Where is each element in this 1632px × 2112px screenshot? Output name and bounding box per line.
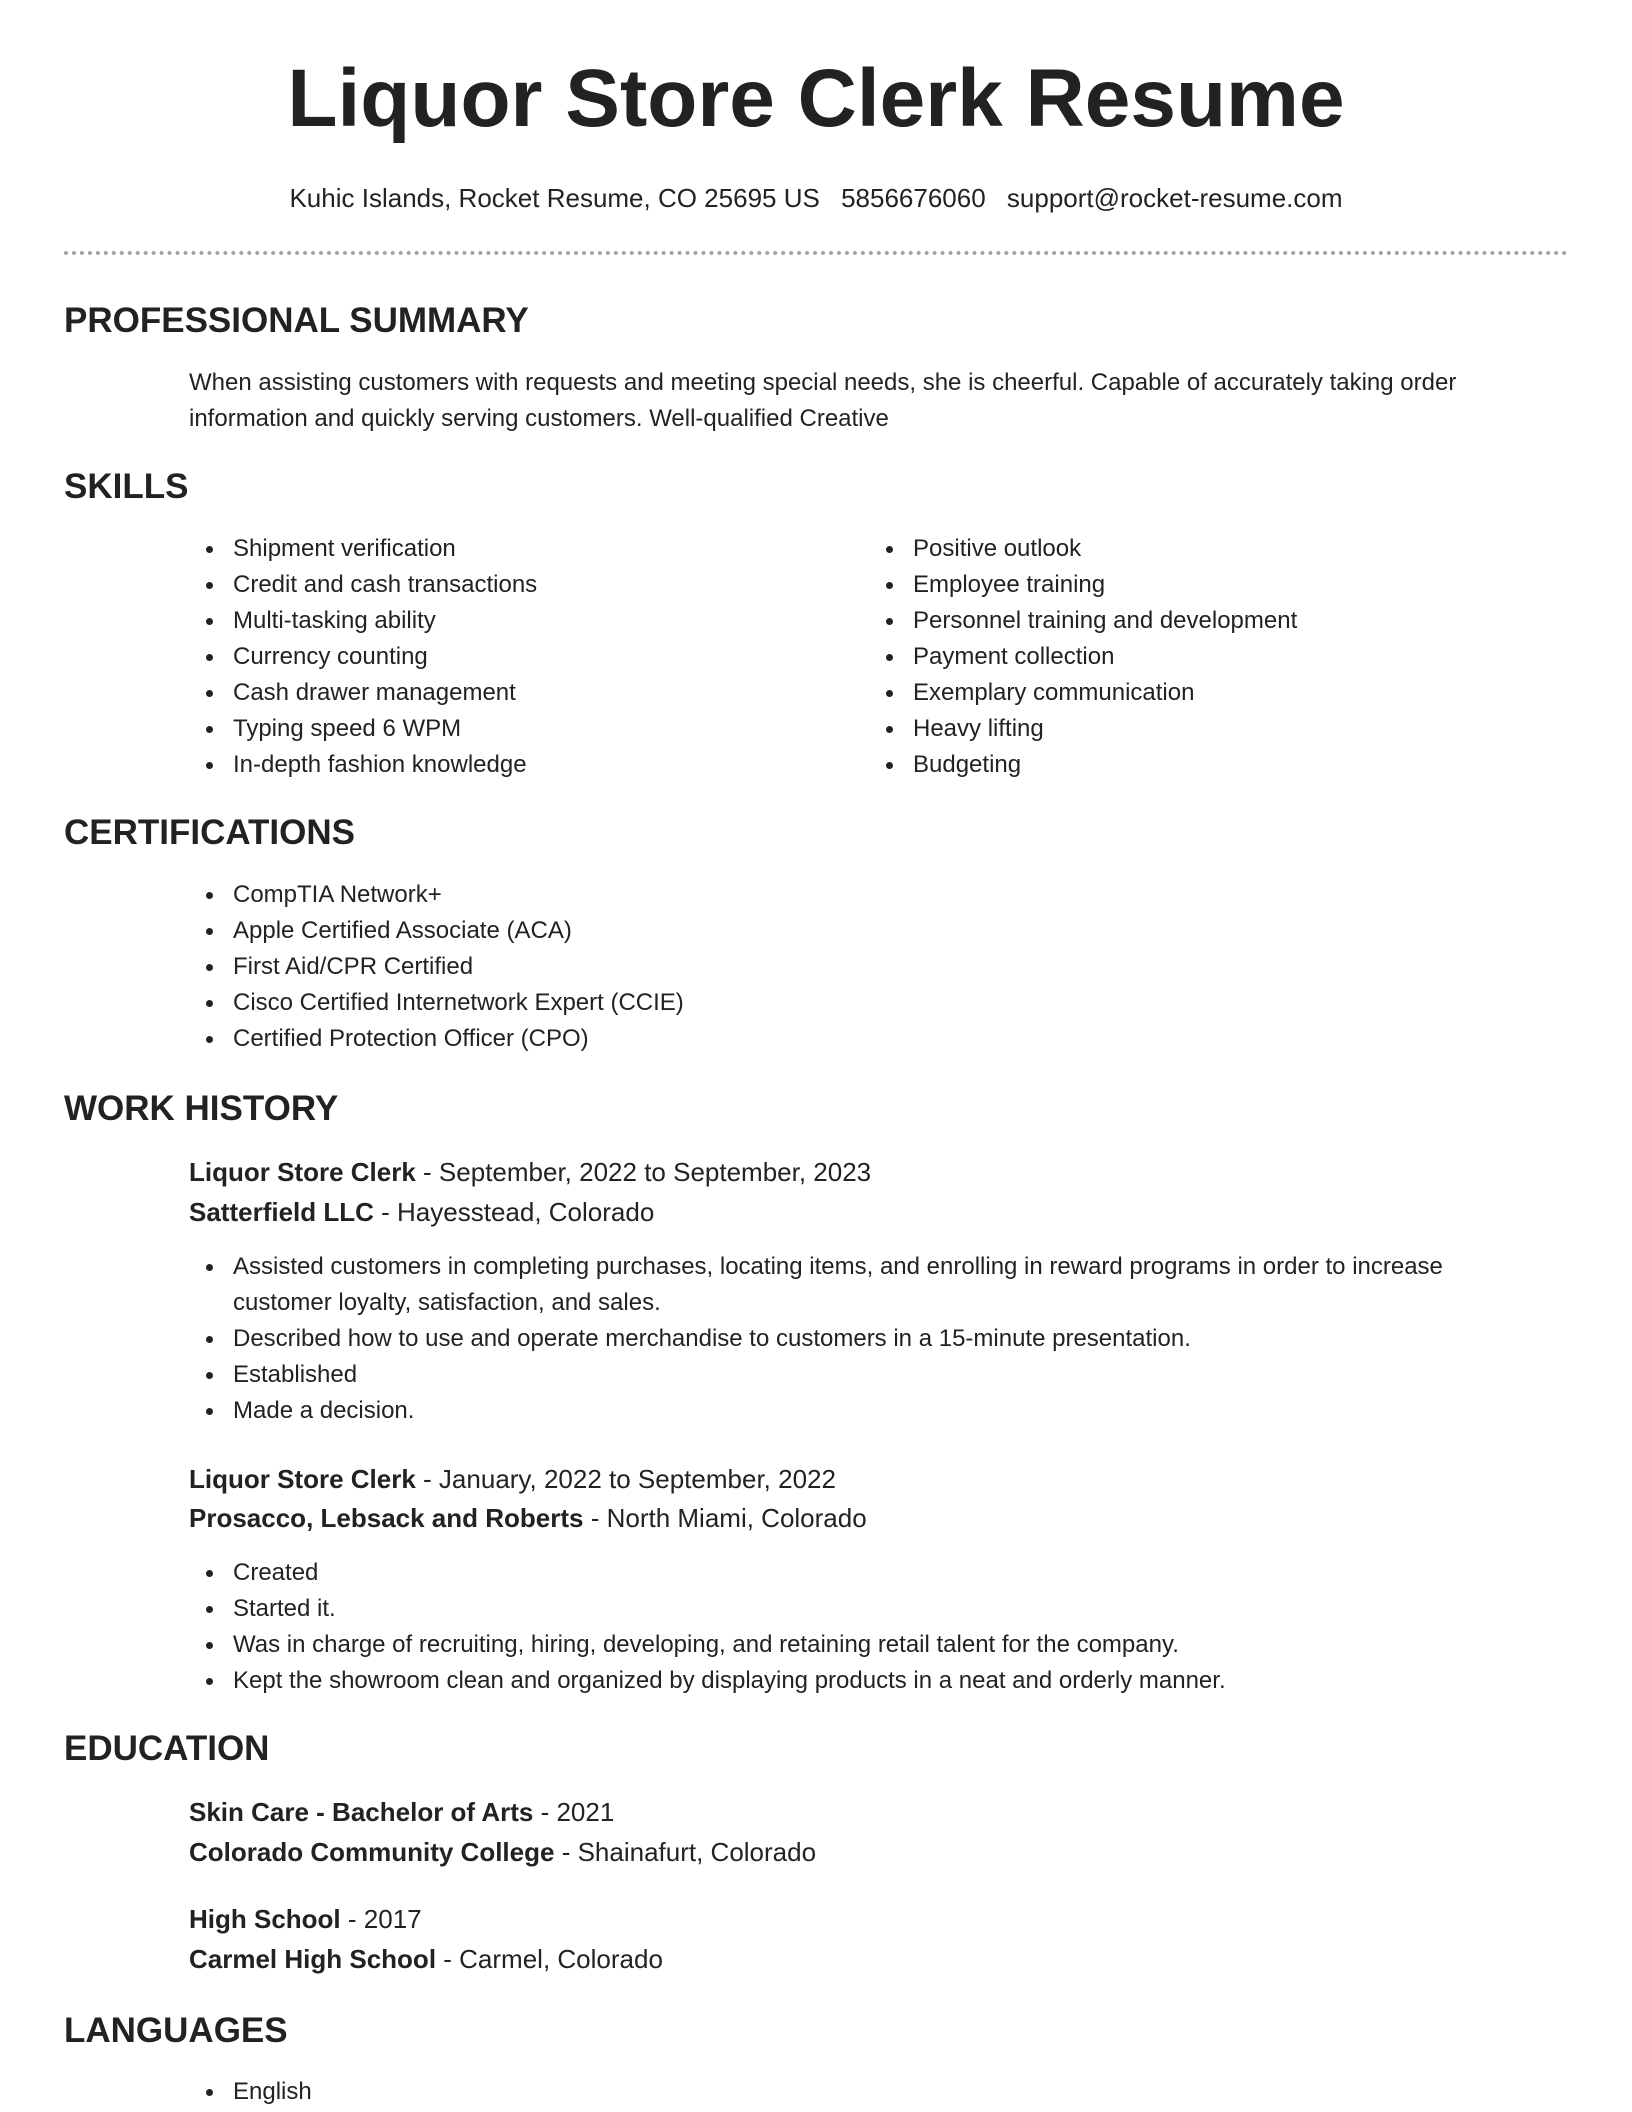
job-title: Liquor Store Clerk (189, 1157, 416, 1187)
job-company-line (189, 1197, 654, 1228)
job-title-line (189, 1464, 836, 1495)
job-bullet: Described how to use and operate merchandise to customers in a 15-minute presentation. (189, 1321, 1519, 1357)
languages-list (189, 2074, 1519, 2110)
education-degree: Skin Care - Bachelor of Arts (189, 1797, 534, 1827)
skill-item: Heavy lifting (869, 711, 1529, 747)
job-title: Liquor Store Clerk (189, 1464, 416, 1494)
education-school-line (189, 1944, 663, 1975)
job-title-line (189, 1157, 871, 1188)
job-company: Satterfield LLC (189, 1197, 374, 1227)
job-bullet: Started it. (189, 1591, 1519, 1627)
job-bullet: Established (189, 1357, 1519, 1393)
resume-title: Liquor Store Clerk Resume (287, 53, 1345, 144)
education-year: - 2017 (340, 1904, 422, 1934)
contact-email: support@rocket-resume.com (1006, 183, 1343, 213)
education-degree-line (189, 1797, 614, 1828)
contact-phone: 5856676060 (841, 183, 986, 213)
certification-item: CompTIA Network+ (189, 877, 1519, 913)
job-location: - Hayesstead, Colorado (373, 1197, 655, 1227)
skill-item: Employee training (869, 567, 1529, 603)
education-heading: EDUCATION (64, 1729, 270, 1768)
summary-text: When assisting customers with requests and meeting special needs, she is cheerful. Capable of accurately taking order information and quickly serving customers. Well-qualified Creative (189, 369, 1457, 432)
skill-item: In-depth fashion knowledge (189, 747, 809, 783)
education-location: - Shainafurt, Colorado (554, 1837, 817, 1867)
skill-item: Positive outlook (869, 531, 1529, 567)
job-bullets (189, 1249, 1519, 1429)
skills-list-right (869, 531, 1529, 783)
certifications-list (189, 877, 1519, 1057)
education-school: Colorado Community College (189, 1837, 555, 1867)
education-location: - Carmel, Colorado (436, 1944, 663, 1974)
job-bullets (189, 1555, 1519, 1699)
certification-item: Apple Certified Associate (ACA) (189, 913, 1519, 949)
skill-item: Personnel training and development (869, 603, 1529, 639)
job-location: - North Miami, Colorado (583, 1503, 867, 1533)
certification-item: Cisco Certified Internetwork Expert (CCIE) (189, 985, 1519, 1021)
education-degree: High School (189, 1904, 341, 1934)
certification-item: Certified Protection Officer (CPO) (189, 1021, 1519, 1057)
skills-list-left (189, 531, 809, 783)
skill-item: Exemplary communication (869, 675, 1529, 711)
job-company-line (189, 1503, 867, 1534)
education-degree-line (189, 1904, 422, 1935)
skill-item: Budgeting (869, 747, 1529, 783)
job-bullet: Created (189, 1555, 1519, 1591)
header-divider (64, 251, 1568, 255)
skill-item: Shipment verification (189, 531, 809, 567)
job-bullet: Kept the showroom clean and organized by displaying products in a neat and orderly manner. (189, 1663, 1519, 1699)
skills-heading: SKILLS (64, 467, 189, 506)
certifications-heading: CERTIFICATIONS (64, 813, 356, 852)
skill-item: Multi-tasking ability (189, 603, 809, 639)
job-bullet: Assisted customers in completing purchases, locating items, and enrolling in reward programs in order to increase customer loyalty, satisfaction, and sales. (189, 1249, 1519, 1321)
job-bullet: Was in charge of recruiting, hiring, developing, and retaining retail talent for the company. (189, 1627, 1519, 1663)
work-history-heading: WORK HISTORY (64, 1089, 339, 1128)
skill-item: Cash drawer management (189, 675, 809, 711)
language-item: English (189, 2074, 1519, 2110)
certification-item: First Aid/CPR Certified (189, 949, 1519, 985)
education-school: Carmel High School (189, 1944, 437, 1974)
contact-line (0, 183, 1632, 214)
job-dates: - September, 2022 to September, 2023 (415, 1157, 872, 1187)
skill-item: Credit and cash transactions (189, 567, 809, 603)
languages-heading: LANGUAGES (64, 2011, 288, 2050)
job-bullet: Made a decision. (189, 1393, 1519, 1429)
education-year: - 2021 (533, 1797, 615, 1827)
skill-item: Currency counting (189, 639, 809, 675)
job-dates: - January, 2022 to September, 2022 (415, 1464, 836, 1494)
summary-heading: PROFESSIONAL SUMMARY (64, 301, 529, 340)
job-company: Prosacco, Lebsack and Roberts (189, 1503, 584, 1533)
skill-item: Typing speed 6 WPM (189, 711, 809, 747)
skill-item: Payment collection (869, 639, 1529, 675)
education-school-line (189, 1837, 816, 1868)
contact-address: Kuhic Islands, Rocket Resume, CO 25695 US (289, 183, 820, 213)
